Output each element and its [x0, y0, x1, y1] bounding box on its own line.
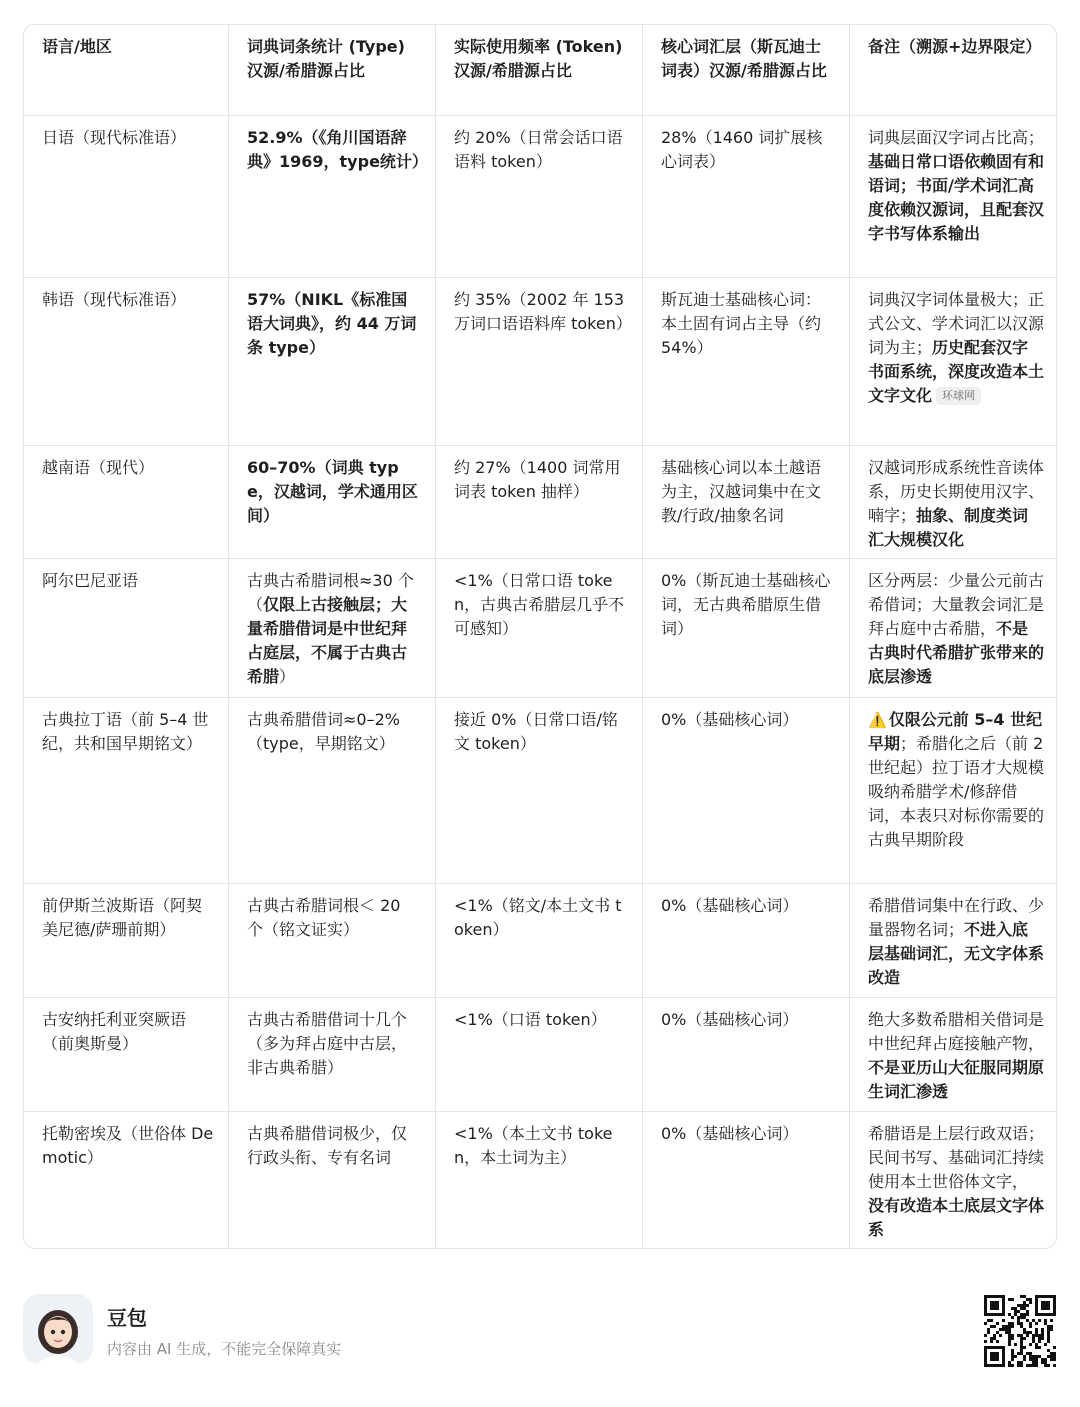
- ai-disclaimer: 内容由 AI 生成，不能完全保障真实: [107, 1340, 342, 1358]
- notes-emphasis: 不是亚历山大征服同期原生词汇渗透: [868, 1058, 1045, 1101]
- cell-core-vocab: 0%（基础核心词）: [642, 884, 849, 997]
- table-row: [24, 115, 1056, 277]
- notes-text: ；希腊化之后（前 2 世纪起）拉丁语才大规模吸纳希腊学术/修辞借词，本表只对标你需要的古典早期阶段: [868, 734, 1045, 849]
- cell-language: 越南语（现代）: [42, 458, 155, 477]
- cell-language: 托勒密埃及（世俗体 Demotic）: [42, 1124, 214, 1167]
- cell-type-ratio: 古典希腊借词≈0–2%（type，早期铭文）: [228, 698, 435, 883]
- cell-notes: [849, 446, 1056, 558]
- cell-language: 古安纳托利亚突厥语（前奥斯曼）: [42, 1010, 187, 1053]
- footer-watermark: [0, 1280, 1080, 1390]
- notes-emphasis: 不是古典时代希腊扩张带来的底层渗透: [868, 619, 1045, 686]
- type-ratio-emphasis: 仅限上古接触层；大量希腊借词是中世纪拜占庭层，不属于古典古希腊: [247, 595, 408, 686]
- notes-emphasis: 不进入底层基础词汇，无文字体系改造: [868, 920, 1045, 987]
- notes-text: 词典层面汉字词占比高；: [868, 128, 1045, 147]
- notes-emphasis: 基础日常口语依赖固有和语词；书面/学术词汇高度依赖汉源词，且配套汉字书写体系输出: [868, 152, 1045, 243]
- cell-type-ratio: 60–70%（词典 type，汉越词，学术通用区间）: [228, 446, 435, 558]
- cell-notes: [849, 1112, 1056, 1248]
- cell-notes: [849, 884, 1056, 997]
- cell-core-vocab: 0%（斯瓦迪士基础核心词，无古典希腊原生借词）: [642, 559, 849, 697]
- table-row: [24, 883, 1056, 997]
- cell-notes: [849, 116, 1056, 277]
- cell-language: 日语（现代标准语）: [42, 128, 187, 147]
- table-row: [24, 697, 1056, 883]
- cell-type-ratio: 57%（NIKL《标准国语大词典》，约 44 万词条 type）: [228, 278, 435, 445]
- notes-text: 希腊语是上层行政双语；民间书写、基础词汇持续使用本土世俗体文字，: [868, 1124, 1045, 1191]
- source-citation-badge[interactable]: 环球网: [936, 387, 981, 405]
- cell-core-vocab: 基础核心词以本土越语为主，汉越词集中在文教/行政/抽象名词: [642, 446, 849, 558]
- notes-text: 区分两层：少量公元前古希借词；大量教会词汇是拜占庭中古希腊，: [868, 571, 1045, 638]
- notes-text: 希腊借词集中在行政、少量器物名词；: [868, 896, 1045, 939]
- table-row: [24, 558, 1056, 697]
- cell-core-vocab: 0%（基础核心词）: [642, 1112, 849, 1248]
- cell-core-vocab: 28%（1460 词扩展核心词表）: [642, 116, 849, 277]
- cell-language: 阿尔巴尼亚语: [42, 571, 139, 590]
- notes-emphasis: 仅限公元前 5–4 世纪早期: [868, 710, 1043, 753]
- cell-token-ratio: <1%（口语 token）: [435, 998, 642, 1111]
- notes-emphasis: 抽象、制度类词汇大规模汉化: [868, 506, 1029, 549]
- cell-core-vocab: 0%（基础核心词）: [642, 998, 849, 1111]
- cell-notes: [849, 278, 1056, 445]
- cell-token-ratio: 约 20%（日常会话口语语料 token）: [435, 116, 642, 277]
- table-row: [24, 277, 1056, 445]
- notes-emphasis: 历史配套汉字书面系统，深度改造本土文字文化: [868, 338, 1045, 405]
- cell-language: 韩语（现代标准语）: [42, 290, 187, 309]
- avatar-icon: [23, 1294, 93, 1364]
- type-ratio-close: ）: [279, 667, 296, 686]
- cell-token-ratio: <1%（日常口语 token，古典古希腊层几乎不可感知）: [435, 559, 642, 697]
- cell-language: 古典拉丁语（前 5–4 世纪，共和国早期铭文）: [42, 710, 209, 753]
- cell-type-ratio: 古典古希腊词根＜ 20 个（铭文证实）: [228, 884, 435, 997]
- table-row: [24, 997, 1056, 1111]
- brand-name: 豆包: [107, 1306, 147, 1330]
- cell-notes: [849, 998, 1056, 1111]
- header-token-ratio: 实际使用频率 (Token) 汉源/希腊源占比: [435, 25, 642, 115]
- cell-token-ratio: 接近 0%（日常口语/铭文 token）: [435, 698, 642, 883]
- comparison-table: [23, 24, 1057, 1249]
- cell-notes: [849, 698, 1056, 883]
- warning-icon: ⚠️: [868, 711, 887, 729]
- cell-token-ratio: <1%（铭文/本土文书 token）: [435, 884, 642, 997]
- cell-core-vocab: 0%（基础核心词）: [642, 698, 849, 883]
- header-notes: 备注（溯源+边界限定）: [849, 25, 1056, 115]
- cell-type-ratio: [228, 559, 435, 697]
- cell-type-ratio: 52.9%（《角川国语辞典》1969，type统计）: [228, 116, 435, 277]
- cell-token-ratio: 约 35%（2002 年 153 万词口语语料库 token）: [435, 278, 642, 445]
- cell-language: 前伊斯兰波斯语（阿契美尼德/萨珊前期）: [42, 896, 203, 939]
- table-row: [24, 445, 1056, 558]
- table-row: [24, 1111, 1056, 1248]
- header-language: 语言/地区: [42, 37, 112, 56]
- cell-token-ratio: 约 27%（1400 词常用词表 token 抽样）: [435, 446, 642, 558]
- header-type-ratio: 词典词条统计 (Type) 汉源/希腊源占比: [228, 25, 435, 115]
- notes-emphasis: 没有改造本土底层文字体系: [868, 1196, 1045, 1239]
- type-ratio-text: 古典古希腊词根≈30 个（: [247, 571, 414, 614]
- cell-token-ratio: <1%（本土文书 token，本土词为主）: [435, 1112, 642, 1248]
- table-header-row: [24, 25, 1056, 115]
- cell-type-ratio: 古典古希腊借词十几个（多为拜占庭中古层，非古典希腊）: [228, 998, 435, 1111]
- notes-text: 词典汉字词体量极大；正式公文、学术词汇以汉源词为主；: [868, 290, 1045, 357]
- qr-code-icon: [984, 1295, 1056, 1367]
- cell-core-vocab: 斯瓦迪士基础核心词：本土固有词占主导（约 54%）: [642, 278, 849, 445]
- notes-text: 汉越词形成系统性音读体系，历史长期使用汉字、喃字；: [868, 458, 1045, 525]
- cell-notes: [849, 559, 1056, 697]
- notes-text: 绝大多数希腊相关借词是中世纪拜占庭接触产物，: [868, 1010, 1045, 1053]
- header-core-vocab-ratio: 核心词汇层（斯瓦迪士词表）汉源/希腊源占比: [642, 25, 849, 115]
- cell-type-ratio: 古典希腊借词极少，仅行政头衔、专有名词: [228, 1112, 435, 1248]
